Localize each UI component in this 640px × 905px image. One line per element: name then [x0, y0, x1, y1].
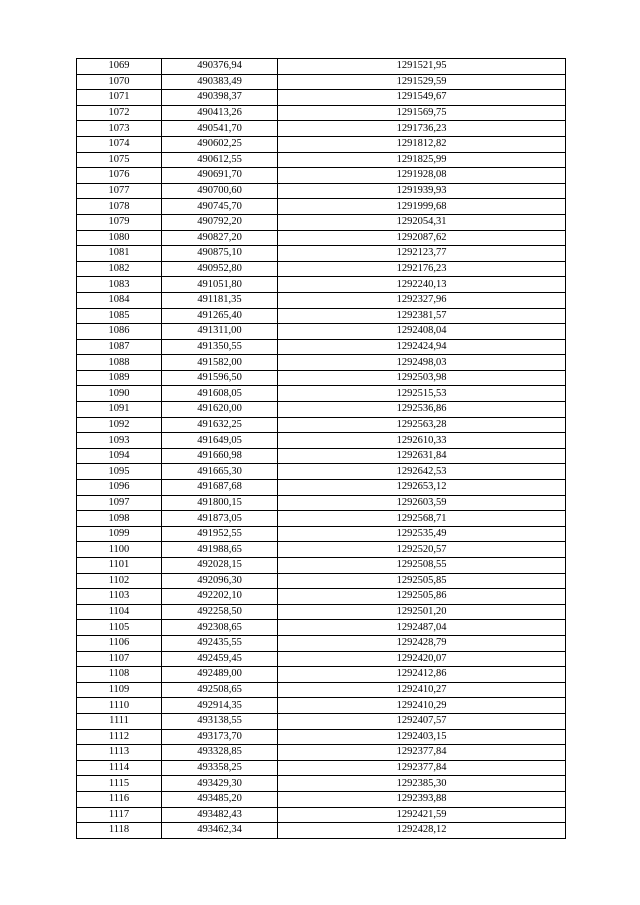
- table-row: [77, 355, 566, 371]
- y-coordinate-cell: 1292054,31: [278, 214, 566, 230]
- table-row: [77, 620, 566, 636]
- point-number-cell: 1078: [77, 199, 162, 215]
- y-coordinate-cell: 1292410,27: [278, 682, 566, 698]
- y-coordinate-cell: 1292410,29: [278, 698, 566, 714]
- x-coordinate-cell: 492202,10: [162, 589, 278, 605]
- point-number-cell: 1117: [77, 807, 162, 823]
- x-coordinate-cell: 492914,35: [162, 698, 278, 714]
- y-coordinate-cell: 1292424,94: [278, 339, 566, 355]
- table-row: [77, 667, 566, 683]
- y-coordinate-cell: 1292428,79: [278, 635, 566, 651]
- coordinates-table: [76, 58, 566, 839]
- point-number-cell: 1094: [77, 448, 162, 464]
- x-coordinate-cell: 492028,15: [162, 558, 278, 574]
- point-number-cell: 1112: [77, 729, 162, 745]
- y-coordinate-cell: 1291825,99: [278, 152, 566, 168]
- point-number-cell: 1072: [77, 105, 162, 121]
- point-number-cell: 1118: [77, 823, 162, 839]
- table-row: [77, 480, 566, 496]
- table-row: [77, 59, 566, 75]
- y-coordinate-cell: 1292385,30: [278, 776, 566, 792]
- table-row: [77, 448, 566, 464]
- table-row: [77, 261, 566, 277]
- point-number-cell: 1116: [77, 791, 162, 807]
- point-number-cell: 1098: [77, 511, 162, 527]
- y-coordinate-cell: 1292407,57: [278, 713, 566, 729]
- x-coordinate-cell: 491620,00: [162, 402, 278, 418]
- point-number-cell: 1110: [77, 698, 162, 714]
- point-number-cell: 1079: [77, 214, 162, 230]
- y-coordinate-cell: 1292515,53: [278, 386, 566, 402]
- y-coordinate-cell: 1292498,03: [278, 355, 566, 371]
- table-row: [77, 168, 566, 184]
- x-coordinate-cell: 493138,55: [162, 713, 278, 729]
- point-number-cell: 1114: [77, 760, 162, 776]
- x-coordinate-cell: 492508,65: [162, 682, 278, 698]
- x-coordinate-cell: 491181,35: [162, 292, 278, 308]
- x-coordinate-cell: 491800,15: [162, 495, 278, 511]
- x-coordinate-cell: 490691,70: [162, 168, 278, 184]
- table-row: [77, 791, 566, 807]
- y-coordinate-cell: 1292377,84: [278, 745, 566, 761]
- table-row: [77, 713, 566, 729]
- y-coordinate-cell: 1292381,57: [278, 308, 566, 324]
- x-coordinate-cell: 493429,30: [162, 776, 278, 792]
- y-coordinate-cell: 1292487,04: [278, 620, 566, 636]
- x-coordinate-cell: 493462,34: [162, 823, 278, 839]
- point-number-cell: 1069: [77, 59, 162, 75]
- table-row: [77, 745, 566, 761]
- y-coordinate-cell: 1292642,53: [278, 464, 566, 480]
- y-coordinate-cell: 1292501,20: [278, 604, 566, 620]
- y-coordinate-cell: 1292610,33: [278, 433, 566, 449]
- table-row: [77, 729, 566, 745]
- point-number-cell: 1076: [77, 168, 162, 184]
- x-coordinate-cell: 493482,43: [162, 807, 278, 823]
- y-coordinate-cell: 1291569,75: [278, 105, 566, 121]
- table-row: [77, 526, 566, 542]
- y-coordinate-cell: 1292505,85: [278, 573, 566, 589]
- x-coordinate-cell: 490745,70: [162, 199, 278, 215]
- y-coordinate-cell: 1291999,68: [278, 199, 566, 215]
- coordinates-table-body: [77, 59, 566, 839]
- x-coordinate-cell: 491649,05: [162, 433, 278, 449]
- x-coordinate-cell: 490952,80: [162, 261, 278, 277]
- x-coordinate-cell: 492096,30: [162, 573, 278, 589]
- y-coordinate-cell: 1292123,77: [278, 246, 566, 262]
- y-coordinate-cell: 1292568,71: [278, 511, 566, 527]
- point-number-cell: 1081: [77, 246, 162, 262]
- point-number-cell: 1070: [77, 74, 162, 90]
- point-number-cell: 1111: [77, 713, 162, 729]
- table-row: [77, 90, 566, 106]
- y-coordinate-cell: 1292176,23: [278, 261, 566, 277]
- table-row: [77, 542, 566, 558]
- table-row: [77, 651, 566, 667]
- point-number-cell: 1083: [77, 277, 162, 293]
- table-row: [77, 402, 566, 418]
- point-number-cell: 1103: [77, 589, 162, 605]
- point-number-cell: 1096: [77, 480, 162, 496]
- point-number-cell: 1084: [77, 292, 162, 308]
- table-row: [77, 635, 566, 651]
- table-row: [77, 246, 566, 262]
- table-row: [77, 433, 566, 449]
- y-coordinate-cell: 1291529,59: [278, 74, 566, 90]
- x-coordinate-cell: 492258,50: [162, 604, 278, 620]
- y-coordinate-cell: 1292508,55: [278, 558, 566, 574]
- x-coordinate-cell: 491988,65: [162, 542, 278, 558]
- point-number-cell: 1106: [77, 635, 162, 651]
- y-coordinate-cell: 1292377,84: [278, 760, 566, 776]
- y-coordinate-cell: 1292428,12: [278, 823, 566, 839]
- x-coordinate-cell: 493358,25: [162, 760, 278, 776]
- table-row: [77, 136, 566, 152]
- x-coordinate-cell: 490827,20: [162, 230, 278, 246]
- point-number-cell: 1082: [77, 261, 162, 277]
- table-row: [77, 121, 566, 137]
- y-coordinate-cell: 1291549,67: [278, 90, 566, 106]
- y-coordinate-cell: 1292087,62: [278, 230, 566, 246]
- table-row: [77, 760, 566, 776]
- point-number-cell: 1071: [77, 90, 162, 106]
- x-coordinate-cell: 491873,05: [162, 511, 278, 527]
- x-coordinate-cell: 492459,45: [162, 651, 278, 667]
- x-coordinate-cell: 492435,55: [162, 635, 278, 651]
- y-coordinate-cell: 1292240,13: [278, 277, 566, 293]
- y-coordinate-cell: 1292408,04: [278, 324, 566, 340]
- point-number-cell: 1092: [77, 417, 162, 433]
- x-coordinate-cell: 491596,50: [162, 370, 278, 386]
- y-coordinate-cell: 1292653,12: [278, 480, 566, 496]
- point-number-cell: 1086: [77, 324, 162, 340]
- table-row: [77, 74, 566, 90]
- x-coordinate-cell: 492489,00: [162, 667, 278, 683]
- table-row: [77, 573, 566, 589]
- table-row: [77, 277, 566, 293]
- point-number-cell: 1105: [77, 620, 162, 636]
- x-coordinate-cell: 491265,40: [162, 308, 278, 324]
- point-number-cell: 1075: [77, 152, 162, 168]
- table-row: [77, 698, 566, 714]
- y-coordinate-cell: 1291939,93: [278, 183, 566, 199]
- table-row: [77, 339, 566, 355]
- point-number-cell: 1104: [77, 604, 162, 620]
- y-coordinate-cell: 1292535,49: [278, 526, 566, 542]
- x-coordinate-cell: 491952,55: [162, 526, 278, 542]
- point-number-cell: 1073: [77, 121, 162, 137]
- y-coordinate-cell: 1292403,15: [278, 729, 566, 745]
- table-row: [77, 823, 566, 839]
- y-coordinate-cell: 1292327,96: [278, 292, 566, 308]
- y-coordinate-cell: 1292563,28: [278, 417, 566, 433]
- point-number-cell: 1097: [77, 495, 162, 511]
- table-row: [77, 183, 566, 199]
- table-row: [77, 324, 566, 340]
- point-number-cell: 1115: [77, 776, 162, 792]
- table-row: [77, 230, 566, 246]
- point-number-cell: 1108: [77, 667, 162, 683]
- x-coordinate-cell: 491687,68: [162, 480, 278, 496]
- table-row: [77, 292, 566, 308]
- point-number-cell: 1087: [77, 339, 162, 355]
- x-coordinate-cell: 491660,98: [162, 448, 278, 464]
- y-coordinate-cell: 1292536,86: [278, 402, 566, 418]
- table-row: [77, 417, 566, 433]
- table-row: [77, 495, 566, 511]
- point-number-cell: 1080: [77, 230, 162, 246]
- x-coordinate-cell: 490700,60: [162, 183, 278, 199]
- y-coordinate-cell: 1292505,86: [278, 589, 566, 605]
- table-row: [77, 105, 566, 121]
- table-row: [77, 589, 566, 605]
- x-coordinate-cell: 491665,30: [162, 464, 278, 480]
- table-row: [77, 558, 566, 574]
- table-row: [77, 464, 566, 480]
- y-coordinate-cell: 1292412,86: [278, 667, 566, 683]
- point-number-cell: 1101: [77, 558, 162, 574]
- point-number-cell: 1113: [77, 745, 162, 761]
- table-row: [77, 308, 566, 324]
- table-row: [77, 807, 566, 823]
- x-coordinate-cell: 490612,55: [162, 152, 278, 168]
- x-coordinate-cell: 492308,65: [162, 620, 278, 636]
- x-coordinate-cell: 490541,70: [162, 121, 278, 137]
- y-coordinate-cell: 1291521,95: [278, 59, 566, 75]
- table-row: [77, 199, 566, 215]
- y-coordinate-cell: 1292603,59: [278, 495, 566, 511]
- table-row: [77, 604, 566, 620]
- x-coordinate-cell: 490376,94: [162, 59, 278, 75]
- y-coordinate-cell: 1292420,07: [278, 651, 566, 667]
- y-coordinate-cell: 1292393,88: [278, 791, 566, 807]
- point-number-cell: 1074: [77, 136, 162, 152]
- y-coordinate-cell: 1292503,98: [278, 370, 566, 386]
- x-coordinate-cell: 493173,70: [162, 729, 278, 745]
- table-row: [77, 682, 566, 698]
- table-row: [77, 776, 566, 792]
- y-coordinate-cell: 1291812,82: [278, 136, 566, 152]
- y-coordinate-cell: 1292421,59: [278, 807, 566, 823]
- table-row: [77, 511, 566, 527]
- y-coordinate-cell: 1291928,08: [278, 168, 566, 184]
- table-row: [77, 214, 566, 230]
- x-coordinate-cell: 490875,10: [162, 246, 278, 262]
- table-row: [77, 370, 566, 386]
- point-number-cell: 1095: [77, 464, 162, 480]
- point-number-cell: 1091: [77, 402, 162, 418]
- x-coordinate-cell: 490792,20: [162, 214, 278, 230]
- y-coordinate-cell: 1291736,23: [278, 121, 566, 137]
- point-number-cell: 1090: [77, 386, 162, 402]
- point-number-cell: 1099: [77, 526, 162, 542]
- x-coordinate-cell: 491311,00: [162, 324, 278, 340]
- table-row: [77, 152, 566, 168]
- x-coordinate-cell: 490602,25: [162, 136, 278, 152]
- table-row: [77, 386, 566, 402]
- point-number-cell: 1107: [77, 651, 162, 667]
- x-coordinate-cell: 490413,26: [162, 105, 278, 121]
- x-coordinate-cell: 491608,05: [162, 386, 278, 402]
- x-coordinate-cell: 490398,37: [162, 90, 278, 106]
- point-number-cell: 1109: [77, 682, 162, 698]
- y-coordinate-cell: 1292520,57: [278, 542, 566, 558]
- x-coordinate-cell: 491051,80: [162, 277, 278, 293]
- y-coordinate-cell: 1292631,84: [278, 448, 566, 464]
- x-coordinate-cell: 491582,00: [162, 355, 278, 371]
- point-number-cell: 1085: [77, 308, 162, 324]
- point-number-cell: 1093: [77, 433, 162, 449]
- x-coordinate-cell: 493485,20: [162, 791, 278, 807]
- x-coordinate-cell: 490383,49: [162, 74, 278, 90]
- point-number-cell: 1102: [77, 573, 162, 589]
- point-number-cell: 1077: [77, 183, 162, 199]
- x-coordinate-cell: 493328,85: [162, 745, 278, 761]
- x-coordinate-cell: 491632,25: [162, 417, 278, 433]
- point-number-cell: 1100: [77, 542, 162, 558]
- point-number-cell: 1089: [77, 370, 162, 386]
- point-number-cell: 1088: [77, 355, 162, 371]
- x-coordinate-cell: 491350,55: [162, 339, 278, 355]
